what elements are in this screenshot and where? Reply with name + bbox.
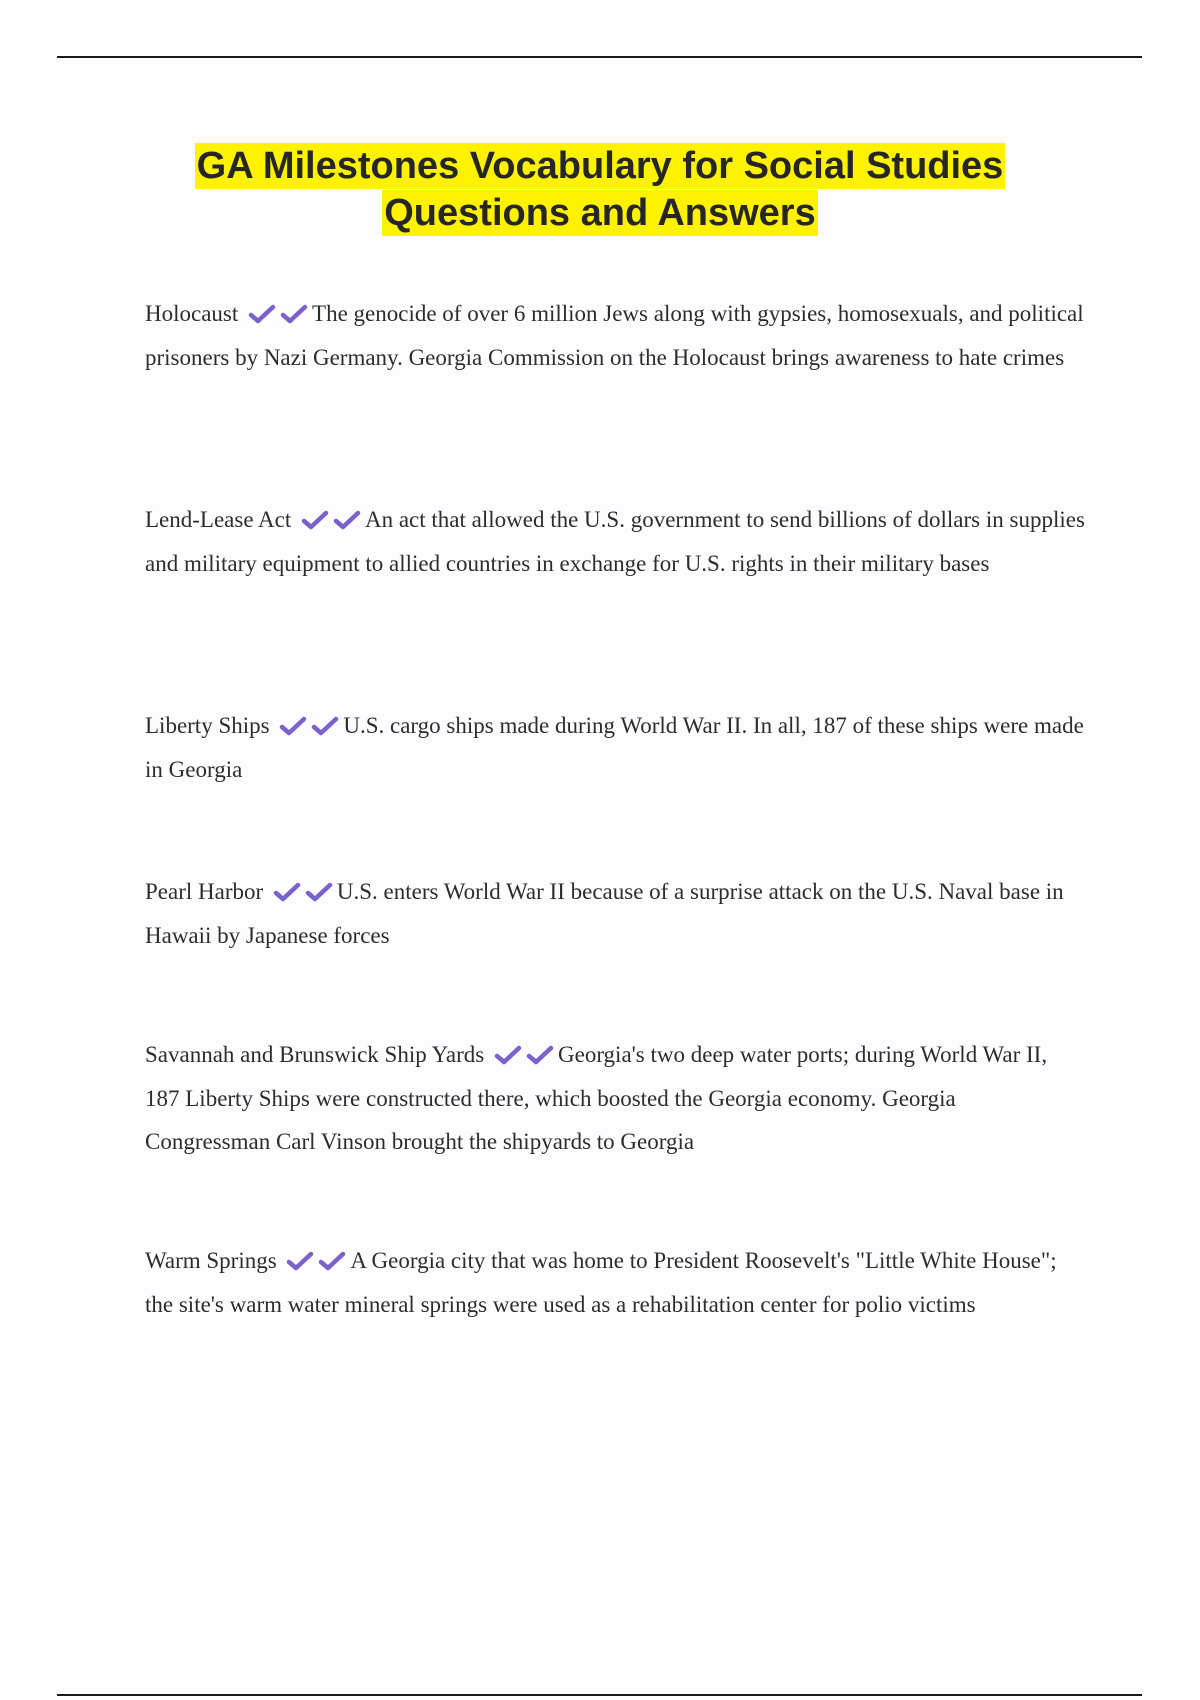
vocab-term: Liberty Ships	[145, 713, 270, 738]
check-icon	[494, 1044, 522, 1066]
vocab-term: Savannah and Brunswick Ship Yards	[145, 1042, 485, 1067]
bottom-rule	[57, 1694, 1142, 1696]
vocab-term: Holocaust	[145, 301, 239, 326]
title-line-1: GA Milestones Vocabulary for Social Studies	[196, 145, 1004, 187]
answer-marker	[269, 879, 333, 904]
vocab-definition: An act that allowed the U.S. government to send billions of dollars in supplies and military equipment to allied countries in exchange for U.S. rights in their military bases	[145, 507, 1085, 576]
check-icon	[305, 881, 333, 903]
top-rule	[57, 56, 1142, 58]
vocab-term: Warm Springs	[145, 1248, 277, 1273]
check-icon	[248, 303, 276, 325]
check-icon	[526, 1044, 554, 1066]
check-icon	[279, 715, 307, 737]
check-icon	[311, 715, 339, 737]
vocab-definition: A Georgia city that was home to President Roosevelt's "Little White House"; the site's warm water mineral springs were used as a rehabilitation center for polio victims	[145, 1248, 1057, 1317]
answer-marker	[297, 507, 361, 532]
answer-marker	[275, 713, 339, 738]
vocab-entry	[145, 870, 1085, 957]
vocab-definition: U.S. enters World War II because of a surprise attack on the U.S. Naval base in Hawaii by Japanese forces	[145, 879, 1064, 948]
answer-marker	[490, 1042, 554, 1067]
answer-marker	[282, 1248, 346, 1273]
vocab-entry	[145, 292, 1085, 379]
check-icon	[333, 509, 361, 531]
page-title	[0, 143, 1200, 237]
check-icon	[301, 509, 329, 531]
vocab-definition: Georgia's two deep water ports; during World War II, 187 Liberty Ships were constructed there, which boosted the Georgia economy. Georgia Congressman Carl Vinson brought the shipyards to Georgia	[145, 1042, 1048, 1154]
check-icon	[273, 881, 301, 903]
vocab-entry	[145, 1239, 1085, 1326]
title-line-2: Questions and Answers	[384, 192, 816, 234]
vocab-term: Pearl Harbor	[145, 879, 264, 904]
vocab-entry	[145, 498, 1085, 585]
check-icon	[286, 1250, 314, 1272]
vocab-term: Lend-Lease Act	[145, 507, 292, 532]
check-icon	[280, 303, 308, 325]
vocab-entry	[145, 1033, 1085, 1164]
vocab-definition: U.S. cargo ships made during World War II. In all, 187 of these ships were made in Georgia	[145, 713, 1084, 782]
vocab-entry	[145, 704, 1085, 791]
check-icon	[318, 1250, 346, 1272]
answer-marker	[244, 301, 308, 326]
vocab-definition: The genocide of over 6 million Jews along with gypsies, homosexuals, and political prisoners by Nazi Germany. Georgia Commission on the Holocaust brings awareness to hate crimes	[145, 301, 1084, 370]
